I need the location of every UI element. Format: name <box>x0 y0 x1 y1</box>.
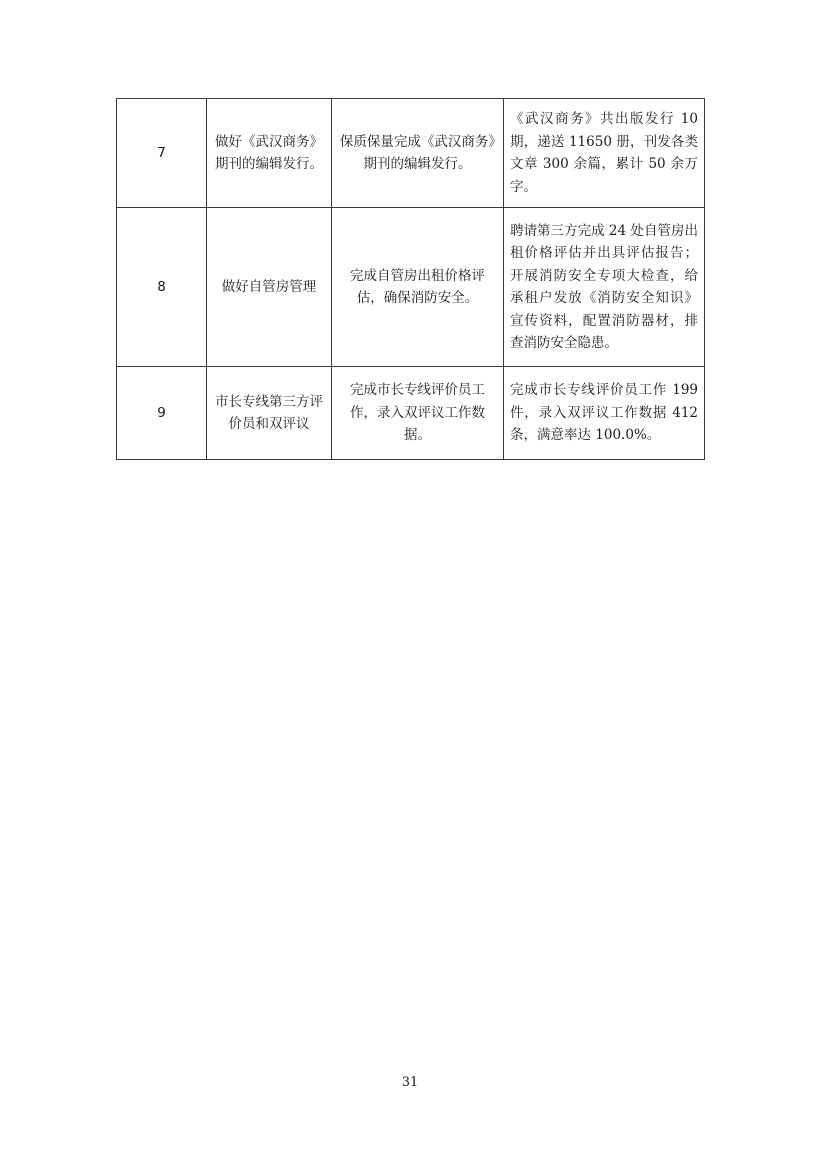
page-number: 31 <box>401 1075 419 1090</box>
row-number: 7 <box>117 99 207 208</box>
goal-cell: 完成自管房出租价格评估，确保消防安全。 <box>332 208 504 367</box>
table-row <box>117 367 705 460</box>
table-row <box>117 99 705 208</box>
row-number: 8 <box>117 208 207 367</box>
task-cell: 市长专线第三方评价员和双评议 <box>207 367 332 460</box>
row-number: 9 <box>117 367 207 460</box>
goal-cell: 完成市长专线评价员工作，录入双评议工作数据。 <box>332 367 504 460</box>
result-cell: 完成市长专线评价员工作 199 件，录入双评议工作数据 412 条，满意率达 100.0%。 <box>504 367 705 460</box>
result-cell: 《武汉商务》共出版发行 10 期，递送 11650 册，刊发各类文章 300 余篇，累计 50 余万字。 <box>504 99 705 208</box>
table-row <box>117 208 705 367</box>
work-summary-table <box>116 98 705 460</box>
result-cell: 聘请第三方完成 24 处自管房出租价格评估并出具评估报告；开展消防安全专项大检查，给承租户发放《消防安全知识》宣传资料，配置消防器材，排查消防安全隐患。 <box>504 208 705 367</box>
task-cell: 做好《武汉商务》期刊的编辑发行。 <box>207 99 332 208</box>
task-cell: 做好自管房管理 <box>207 208 332 367</box>
goal-cell: 保质保量完成《武汉商务》期刊的编辑发行。 <box>332 99 504 208</box>
